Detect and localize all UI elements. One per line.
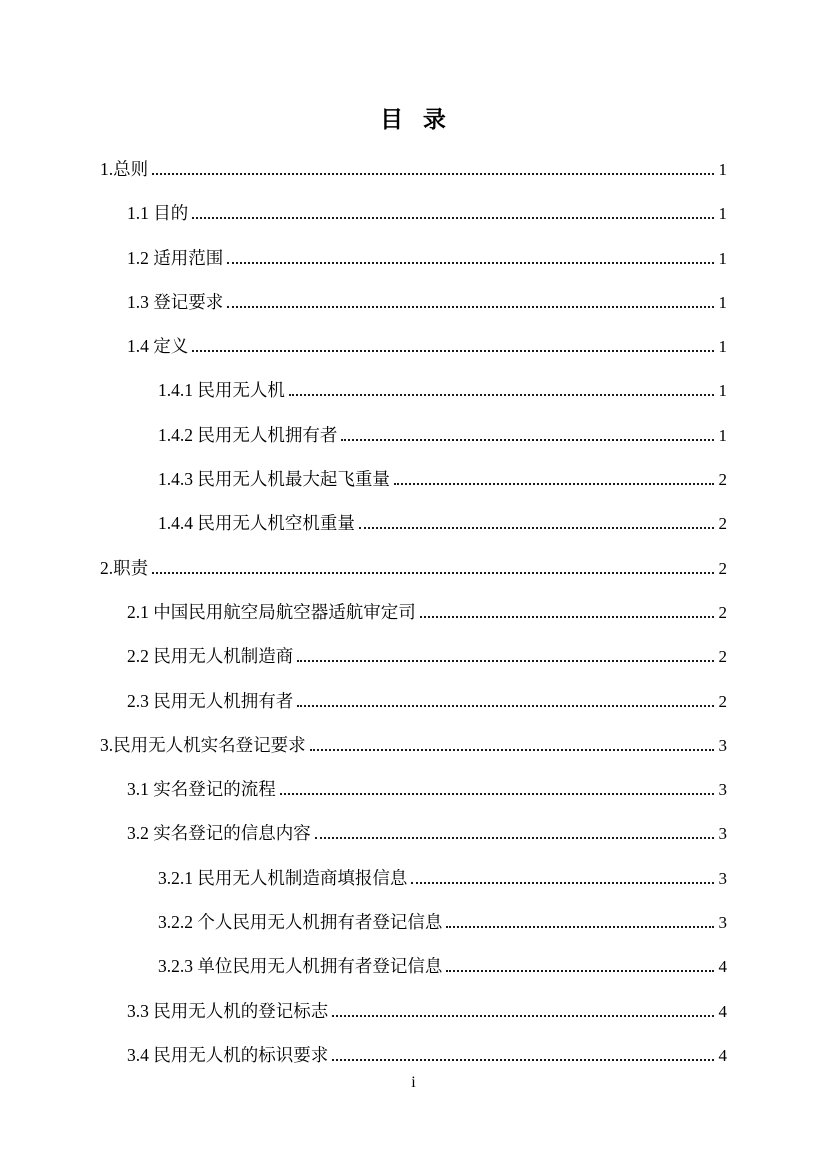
toc-entry-label: 3.2.3 单位民用无人机拥有者登记信息 bbox=[158, 956, 443, 977]
toc-entry-label: 1.总则 bbox=[100, 159, 149, 179]
toc-dot-leader bbox=[297, 660, 713, 662]
toc-entry-label: 1.4.4 民用无人机空机重量 bbox=[158, 513, 355, 534]
toc-entry-page: 2 bbox=[718, 602, 727, 622]
toc-dot-leader bbox=[446, 970, 713, 972]
toc-entry-label: 3.1 实名登记的流程 bbox=[127, 779, 276, 800]
toc-entry-page: 2 bbox=[718, 514, 727, 534]
toc-dot-leader bbox=[310, 749, 714, 751]
toc-entry-page: 4 bbox=[718, 957, 727, 977]
toc-entry-page: 2 bbox=[718, 470, 727, 490]
toc-entry-label: 3.2.2 个人民用无人机拥有者登记信息 bbox=[158, 912, 443, 933]
toc-dot-leader bbox=[227, 306, 713, 308]
toc-dot-leader bbox=[315, 837, 714, 839]
footer-page-number: i bbox=[411, 1074, 416, 1091]
toc-entry-page: 4 bbox=[718, 1045, 727, 1065]
toc-entry-label: 1.4 定义 bbox=[127, 336, 189, 357]
toc-dot-leader bbox=[297, 705, 713, 707]
toc-entry bbox=[100, 912, 727, 933]
toc-entry-label: 1.2 适用范围 bbox=[127, 247, 224, 268]
toc-entry bbox=[100, 956, 727, 977]
toc-entry-page: 3 bbox=[718, 868, 727, 888]
toc-entry bbox=[100, 1001, 727, 1022]
toc-dot-leader bbox=[227, 262, 713, 264]
toc-entry bbox=[100, 469, 727, 490]
toc-entry-label: 2.1 中国民用航空局航空器适航审定司 bbox=[127, 601, 416, 622]
toc-entry bbox=[100, 159, 727, 180]
toc-entry-page: 1 bbox=[718, 248, 727, 268]
toc-dot-leader bbox=[411, 882, 713, 884]
toc-entry bbox=[100, 380, 727, 401]
toc-entry bbox=[100, 203, 727, 224]
toc-entry-page: 1 bbox=[718, 381, 727, 401]
toc-dot-leader bbox=[289, 394, 714, 396]
toc-entry-page: 1 bbox=[718, 204, 727, 224]
toc-entry bbox=[100, 1045, 727, 1066]
toc-dot-leader bbox=[152, 572, 713, 574]
toc-entry bbox=[100, 425, 727, 446]
toc-entry-label: 3.2.1 民用无人机制造商填报信息 bbox=[158, 867, 408, 888]
toc-entry-label: 2.2 民用无人机制造商 bbox=[127, 646, 294, 667]
toc-entry bbox=[100, 336, 727, 357]
toc-list bbox=[0, 159, 827, 1066]
toc-entry bbox=[100, 602, 727, 623]
toc-entry-label: 1.1 目的 bbox=[127, 203, 189, 224]
toc-dot-leader bbox=[192, 217, 713, 219]
toc-entry bbox=[100, 779, 727, 800]
toc-dot-leader bbox=[280, 793, 714, 795]
toc-dot-leader bbox=[420, 616, 714, 618]
toc-dot-leader bbox=[332, 1015, 713, 1017]
toc-entry bbox=[100, 558, 727, 579]
toc-dot-leader bbox=[332, 1059, 713, 1061]
toc-entry bbox=[100, 513, 727, 534]
toc-dot-leader bbox=[152, 173, 713, 175]
toc-dot-leader bbox=[394, 483, 714, 485]
toc-dot-leader bbox=[341, 439, 713, 441]
toc-entry bbox=[100, 646, 727, 667]
toc-entry-page: 3 bbox=[718, 780, 727, 800]
toc-entry-page: 2 bbox=[718, 558, 727, 578]
toc-entry bbox=[100, 691, 727, 712]
toc-entry-page: 1 bbox=[718, 425, 727, 445]
toc-entry-label: 2.3 民用无人机拥有者 bbox=[127, 690, 294, 711]
toc-entry-label: 3.3 民用无人机的登记标志 bbox=[127, 1000, 329, 1021]
toc-entry-page: 2 bbox=[718, 691, 727, 711]
toc-title: 目 录 bbox=[380, 107, 447, 132]
toc-entry bbox=[100, 823, 727, 844]
toc-entry-page: 4 bbox=[718, 1001, 727, 1021]
toc-entry-label: 3.4 民用无人机的标识要求 bbox=[127, 1044, 329, 1065]
toc-entry-page: 3 bbox=[718, 913, 727, 933]
toc-entry-label: 2.职责 bbox=[100, 557, 149, 578]
toc-entry-page: 1 bbox=[718, 337, 727, 357]
toc-entry-page: 1 bbox=[718, 160, 727, 179]
toc-entry-label: 1.3 登记要求 bbox=[127, 291, 224, 312]
toc-entry-label: 3.民用无人机实名登记要求 bbox=[100, 734, 306, 755]
toc-entry bbox=[100, 292, 727, 313]
toc-dot-leader bbox=[446, 926, 713, 928]
toc-entry-page: 3 bbox=[718, 735, 727, 755]
toc-entry bbox=[100, 735, 727, 756]
toc-entry-page: 3 bbox=[718, 824, 727, 844]
toc-dot-leader bbox=[192, 350, 713, 352]
toc-entry-page: 2 bbox=[718, 647, 727, 667]
toc-entry bbox=[100, 248, 727, 269]
toc-dot-leader bbox=[359, 527, 714, 529]
toc-entry bbox=[100, 868, 727, 889]
toc-entry-page: 1 bbox=[718, 292, 727, 312]
toc-entry-label: 1.4.1 民用无人机 bbox=[158, 380, 285, 401]
toc-entry-label: 1.4.2 民用无人机拥有者 bbox=[158, 424, 338, 445]
toc-entry-label: 3.2 实名登记的信息内容 bbox=[127, 823, 311, 844]
toc-entry-label: 1.4.3 民用无人机最大起飞重量 bbox=[158, 469, 390, 490]
